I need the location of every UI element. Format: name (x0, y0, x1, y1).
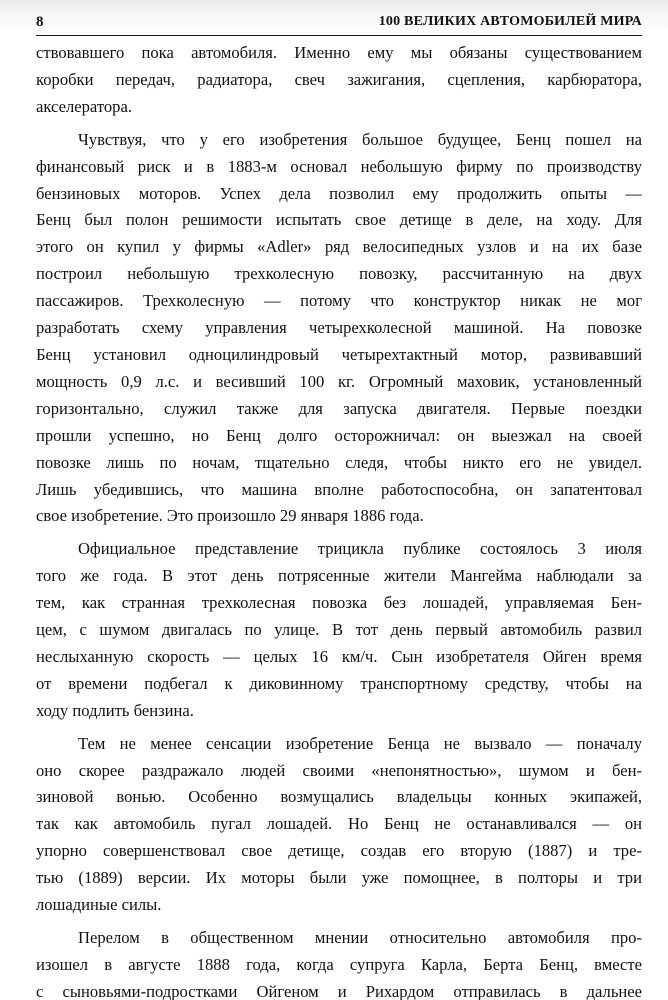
text-line: оно скорее раздражало людей своими «непонятностью», шумом и бен- (36, 760, 642, 780)
text-line: того же года. В этот день потрясенные жители Мангейма наблюдали за (36, 566, 642, 586)
text-line: пассажиров. Трехколесную — потому что конструктор никак не мог (36, 291, 642, 311)
text-line: Бенц был полон решимости испытать свое детище в деле, на ходу. Для (36, 210, 642, 230)
text-line: построил небольшую трехколесную повозку, рассчитанную на двух (36, 264, 642, 284)
text-line: так как автомобиль пугал лошадей. Но Бенц не останавливался — он (36, 814, 642, 834)
page-number: 8 (36, 14, 44, 30)
paragraph (36, 40, 642, 121)
text-line: Тем не менее сенсации изобретение Бенца не вызвало — поначалу (78, 733, 642, 753)
text-line: финансовый риск и в 1883-м основал небольшую фирму по производству (36, 156, 642, 176)
running-title: 100 ВЕЛИКИХ АВТОМОБИЛЕЙ МИРА (378, 14, 642, 29)
text-line: Чувствуя, что у его изобретения большое будущее, Бенц пошел на (78, 129, 642, 149)
text-line: лошадиные силы. (36, 895, 162, 915)
text-line: этого он купил у фирмы «Adler» ряд велосипедных узлов и на их базе (36, 237, 642, 257)
text-line: повозке лишь по ночам, тщательно следя, чтобы никто его не увидел. (36, 452, 642, 472)
text-line: зиновой вонью. Особенно возмущались владельцы конных экипажей, (36, 787, 642, 807)
text-line: мощность 0,9 л.с. и весивший 100 кг. Огромный маховик, установленный (36, 371, 642, 391)
text-line: коробки передач, радиатора, свеч зажигания, сцепления, карбюратора, (36, 69, 642, 89)
text-line: тью (1889) версии. Их моторы были уже помощнее, в полторы и три (36, 868, 642, 888)
page-header (36, 10, 642, 36)
text-line: упорно совершенствовал свое детище, создав его вторую (1887) и тре- (36, 841, 642, 861)
text-line: Перелом в общественном мнении относительно автомобиля про- (78, 928, 642, 947)
paragraph (36, 536, 642, 724)
paragraph (36, 127, 642, 531)
text-line: ствовавшего пока автомобиля. Именно ему мы обязаны существованием (36, 43, 642, 62)
text-line: от времени подбегал к диковинному транспортному средству, чтобы на (36, 673, 642, 693)
text-line: Бенц установил одноцилиндровый четырехтактный мотор, развивавший (36, 344, 642, 364)
text-line: прошли успешно, но Бенц долго осторожничал: он выезжал на своей (36, 425, 642, 445)
body-text (36, 40, 642, 1000)
text-line: акселератора. (36, 96, 132, 116)
paragraph (36, 925, 642, 1000)
text-line: ходу подлить бензина. (36, 700, 194, 720)
paragraph (36, 731, 642, 919)
text-line: бензиновых моторов. Успех дела позволил ему продолжить опыты — (36, 183, 642, 203)
text-line: Лишь убедившись, что машина вполне работоспособна, он запатентовал (36, 479, 642, 499)
text-line: неслыханную скорость — целых 16 км/ч. Сын изобретателя Ойген время (36, 646, 642, 666)
text-line: с сыновьями-подростками Ойгеном и Рихардом отправилась в дальнее (36, 981, 642, 1000)
text-line: свое изобретение. Это произошло 29 января 1886 года. (36, 506, 424, 526)
text-line: тем, как странная трехколесная повозка без лошадей, управляемая Бен- (36, 593, 642, 613)
text-line: разработать схему управления четырехколесной машиной. На повозке (36, 318, 642, 338)
text-line: цем, с шумом двигалась по улице. В тот день первый автомобиль развил (36, 620, 642, 640)
text-line: Официальное представление трицикла публике состоялось 3 июля (78, 539, 642, 559)
text-line: изошел в августе 1888 года, когда супруга Карла, Берта Бенц, вместе (36, 954, 642, 974)
text-line: горизонтально, служил также для запуска двигателя. Первые поездки (36, 398, 642, 418)
